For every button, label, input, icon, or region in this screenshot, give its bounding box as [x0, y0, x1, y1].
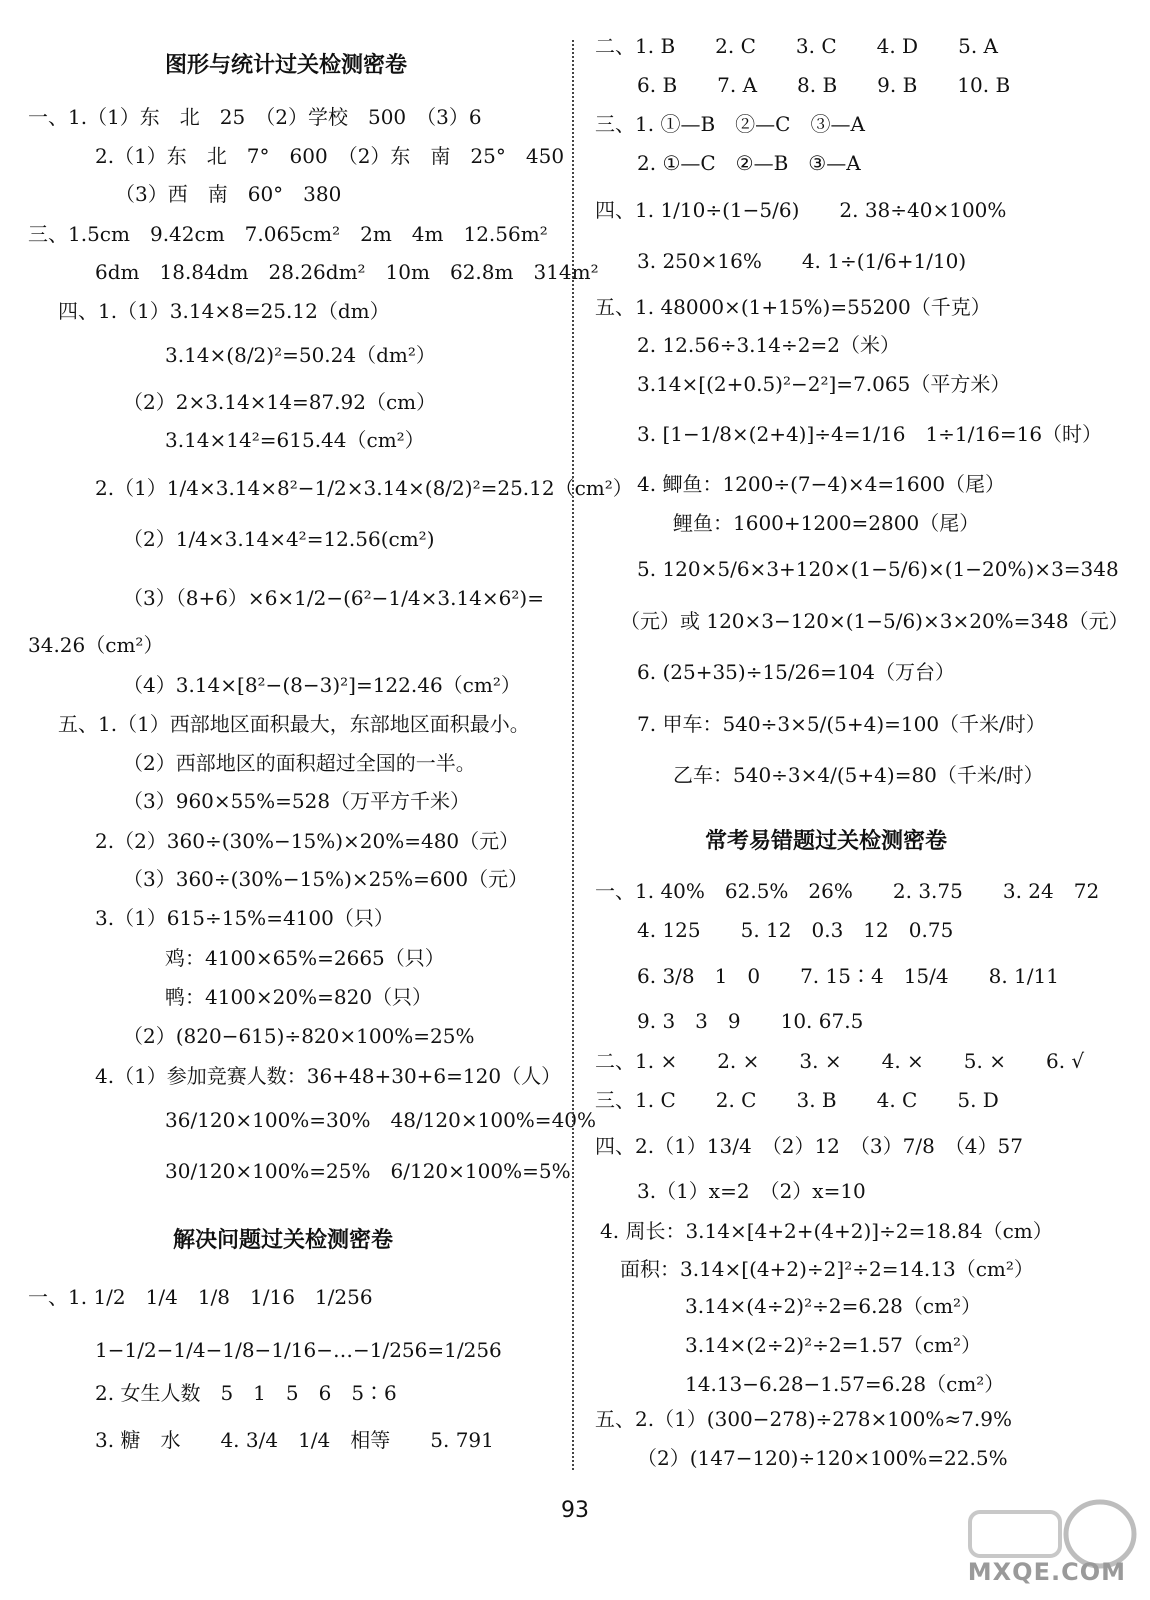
answer-line: 2. 12.56÷3.14÷2=2（米）: [637, 333, 900, 357]
watermark-logo: [950, 1494, 1140, 1594]
answer-line: 乙车：540÷3×4/(5+4)=80（千米/时）: [673, 763, 1044, 787]
answer-line: 3.（1）x=2 （2）x=10: [637, 1179, 866, 1203]
answer-line: （3）（8+6）×6×1/2−(6²−1/4×3.14×6²)=: [123, 586, 544, 610]
answer-line: 二、1. B 2. C 3. C 4. D 5. A: [595, 34, 998, 58]
answer-line: 6. 3/8 1 0 7. 15∶4 15/4 8. 1/11: [637, 964, 1059, 988]
answer-line: （4）3.14×[8²−(8−3)²]=122.46（cm²）: [123, 673, 521, 697]
answer-line: 2.（1）1/4×3.14×8²−1/2×3.14×(8/2)²=25.12（cm²）: [95, 476, 633, 500]
answer-line: 3.14×[(2+0.5)²−2²]=7.065（平方米）: [637, 372, 1011, 396]
answer-line: 一、1.（1）东 北 25 （2）学校 500 （3）6: [28, 105, 482, 129]
answer-line: 6. (25+35)÷15/26=104（万台）: [637, 660, 956, 684]
answer-line: 3. 糖 水 4. 3/4 1/4 相等 5. 791: [95, 1428, 494, 1452]
answer-line: 6dm 18.84dm 28.26dm² 10m 62.8m 314m²: [95, 260, 599, 284]
answer-line: 2.（1）东 北 7° 600 （2）东 南 25° 450: [95, 144, 565, 168]
answer-line: 4.（1）参加竞赛人数：36+48+30+6=120（人）: [95, 1064, 562, 1088]
section-heading: 常考易错题过关检测密卷: [705, 829, 948, 854]
section-heading: 图形与统计过关检测密卷: [165, 53, 408, 78]
answer-line: 30/120×100%=25% 6/120×100%=5%: [165, 1159, 571, 1183]
page-number: 93: [561, 1498, 589, 1523]
answer-line: 3. [1−1/8×(2+4)]÷4=1/16 1÷1/16=16（时）: [637, 422, 1103, 446]
answer-line: 5. 120×5/6×3+120×(1−5/6)×(1−20%)×3=348: [637, 557, 1119, 581]
answer-line: 一、1. 40% 62.5% 26% 2. 3.75 3. 24 72: [595, 879, 1100, 903]
answer-line: 三、1. ①—B ②—C ③—A: [595, 112, 865, 136]
answer-line: （3）960×55%=528（万平方千米）: [123, 789, 471, 813]
answer-line: 五、2.（1）(300−278)÷278×100%≈7.9%: [595, 1407, 1012, 1431]
answer-line: 四、1.（1）3.14×8=25.12（dm）: [58, 299, 390, 323]
answer-line: 鸭：4100×20%=820（只）: [165, 985, 433, 1009]
column-divider: [572, 40, 574, 1470]
answer-line: 9. 3 3 9 10. 67.5: [637, 1009, 864, 1033]
watermark-text: MXQE.COM: [967, 1558, 1126, 1586]
answer-line: 鲤鱼：1600+1200=2800（尾）: [673, 511, 980, 535]
answer-line: （2）1/4×3.14×4²=12.56(cm²): [123, 527, 435, 551]
answer-line: 6. B 7. A 8. B 9. B 10. B: [637, 73, 1011, 97]
answer-line: （2）2×3.14×14=87.92（cm）: [123, 390, 437, 414]
answer-line: 一、1. 1/2 1/4 1/8 1/16 1/256: [28, 1285, 373, 1309]
answer-line: 14.13−6.28−1.57=6.28（cm²）: [685, 1372, 1005, 1396]
answer-line: （3）360÷(30%−15%)×25%=600（元）: [123, 867, 529, 891]
answer-line: 2. 女生人数 5 1 5 6 5∶6: [95, 1381, 397, 1405]
answer-line: 二、1. × 2. × 3. × 4. × 5. × 6. √: [595, 1049, 1085, 1073]
answer-line: 四、2.（1）13/4 （2）12 （3）7/8 （4）57: [595, 1134, 1023, 1158]
answer-line: 五、1.（1）西部地区面积最大，东部地区面积最小。: [58, 712, 530, 736]
answer-line: 4. 125 5. 12 0.3 12 0.75: [637, 918, 954, 942]
answer-line: （2）西部地区的面积超过全国的一半。: [123, 751, 476, 775]
answer-line: 3.14×14²=615.44（cm²）: [165, 428, 425, 452]
answer-line: 4. 周长：3.14×[4+2+(4+2)]÷2=18.84（cm）: [600, 1219, 1053, 1243]
answer-line: （3）西 南 60° 380: [115, 182, 342, 206]
answer-line: 7. 甲车：540÷3×5/(5+4)=100（千米/时）: [637, 712, 1046, 736]
answer-line: 三、1.5cm 9.42cm 7.065cm² 2m 4m 12.56m²: [28, 222, 548, 246]
answer-line: 3.14×(8/2)²=50.24（dm²）: [165, 343, 436, 367]
section-heading: 解决问题过关检测密卷: [173, 1228, 394, 1253]
answer-line: 3. 250×16% 4. 1÷(1/6+1/10): [637, 249, 967, 273]
answer-line: 四、1. 1/10÷(1−5/6) 2. 38÷40×100%: [595, 198, 1007, 222]
answer-line: 2. ①—C ②—B ③—A: [637, 151, 861, 175]
answer-line: 鸡：4100×65%=2665（只）: [165, 946, 445, 970]
answer-line: 三、1. C 2. C 3. B 4. C 5. D: [595, 1088, 999, 1112]
answer-line: 3.（1）615÷15%=4100（只）: [95, 906, 394, 930]
answer-line: （2）(820−615)÷820×100%=25%: [123, 1024, 475, 1048]
answer-line: 1−1/2−1/4−1/8−1/16−…−1/256=1/256: [95, 1338, 502, 1362]
answer-line: 五、1. 48000×(1+15%)=55200（千克）: [595, 295, 991, 319]
answer-line: （2）(147−120)÷120×100%=22.5%: [637, 1446, 1008, 1470]
answer-line: 2.（2）360÷(30%−15%)×20%=480（元）: [95, 829, 520, 853]
answer-line: 4. 鲫鱼：1200÷(7−4)×4=1600（尾）: [637, 472, 1006, 496]
answer-line: （元）或 120×3−120×(1−5/6)×3×20%=348（元）: [620, 609, 1129, 633]
answer-line: 34.26（cm²）: [28, 633, 164, 657]
answer-line: 3.14×(2÷2)²÷2=1.57（cm²）: [685, 1333, 982, 1357]
answer-line: 36/120×100%=30% 48/120×100%=40%: [165, 1108, 597, 1132]
answer-line: 3.14×(4÷2)²÷2=6.28（cm²）: [685, 1294, 982, 1318]
answer-line: 面积：3.14×[(4+2)÷2]²÷2=14.13（cm²）: [620, 1257, 1034, 1281]
